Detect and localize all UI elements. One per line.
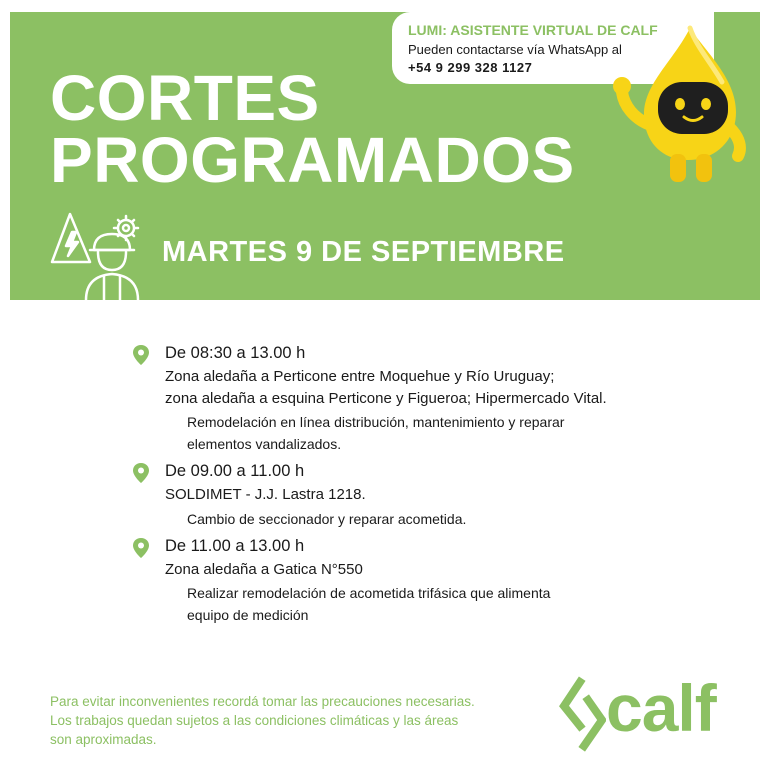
calf-logo[interactable] [558, 671, 748, 752]
contact-subtitle: Pueden contactarse vía WhatsApp al [408, 42, 622, 57]
mascot-icon [608, 20, 748, 190]
footer-line: son aproximadas. [50, 732, 157, 747]
footer-line: Para evitar inconvenientes recordá tomar las precauciones necesarias. [50, 694, 475, 709]
schedule-description: Remodelación en línea distribución, mantenimiento y reparar [187, 414, 565, 430]
footer-line: Los trabajos quedan sujetos a las condiciones climáticas y las áreas [50, 713, 459, 728]
schedule-date: MARTES 9 DE SEPTIEMBRE [162, 236, 565, 268]
schedule-time: De 08:30 a 13.00 h [165, 344, 306, 362]
location-pin-icon [132, 344, 150, 366]
schedule-description: equipo de medición [187, 607, 309, 623]
worker-warning-icon [50, 210, 150, 302]
page-title-line1: CORTES [50, 62, 320, 134]
schedule-zone: Zona aledaña a Perticone entre Moquehue y Río Uruguay; [165, 368, 555, 385]
footer-note [50, 692, 550, 749]
contact-phone[interactable]: +54 9 299 328 1127 [408, 60, 533, 75]
page-title-line2: PROGRAMADOS [50, 124, 575, 196]
location-pin-icon [132, 537, 150, 559]
location-pin-icon [132, 462, 150, 484]
schedule-description: Realizar remodelación de acometida trifásica que alimenta [187, 585, 551, 601]
schedule-time: De 11.00 a 13.00 h [165, 537, 305, 555]
calf-logo-text: calf [606, 671, 716, 745]
schedule-zone: zona aledaña a esquina Perticone y Figueroa; Hipermercado Vital. [165, 390, 607, 407]
schedule-description: elementos vandalizados. [187, 436, 342, 452]
schedule-zone: SOLDIMET - J.J. Lastra 1218. [165, 486, 366, 503]
calf-logo-icon [558, 676, 606, 752]
schedule-zone: Zona aledaña a Gatica N°550 [165, 561, 363, 578]
contact-title: LUMI: ASISTENTE VIRTUAL DE CALF [408, 22, 658, 38]
schedule-time: De 09.00 a 11.00 h [165, 462, 305, 480]
schedule-description: Cambio de seccionador y reparar acometida. [187, 511, 467, 527]
